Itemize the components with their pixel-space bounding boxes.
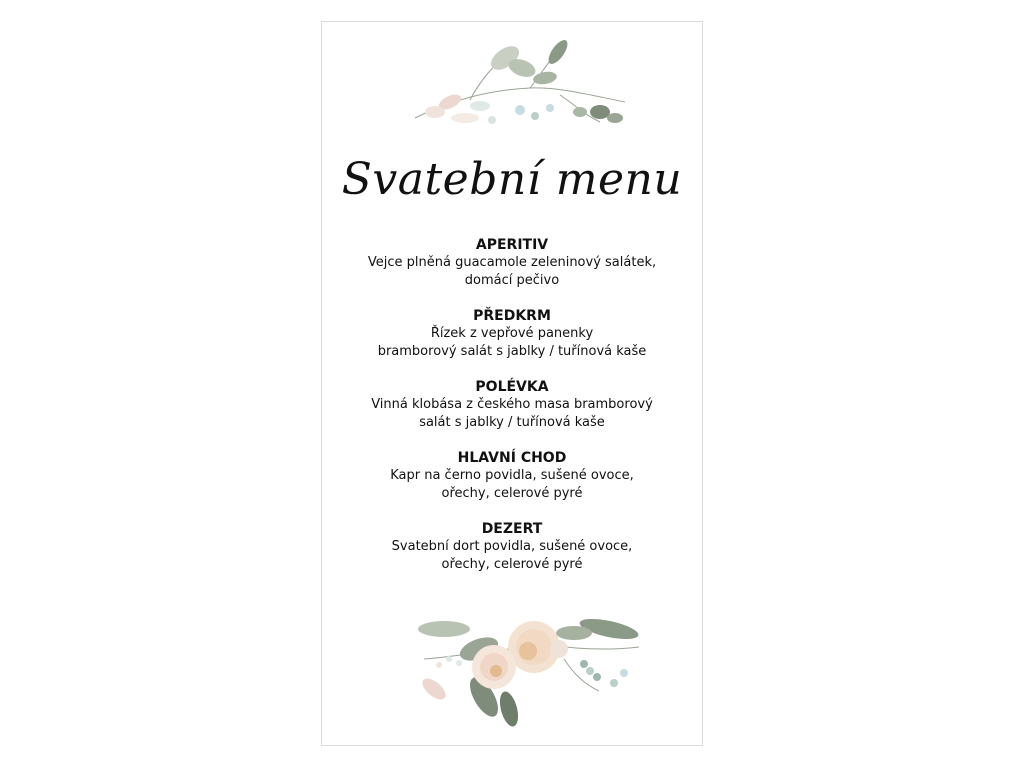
course-description: Kapr na černo povidla, sušené ovoce,	[390, 468, 634, 483]
course-name: HLAVNÍ CHOD	[457, 450, 567, 466]
menu-title: Svatební menu	[341, 154, 683, 205]
course-description: Vinná klobása z českého masa bramborový	[371, 397, 653, 412]
course-description: salát s jablky / tuřínová kaše	[419, 415, 605, 430]
course-description: Svatební dort povidla, sušené ovoce,	[391, 539, 633, 554]
course-name: PŘEDKRM	[473, 308, 551, 324]
course-name: DEZERT	[481, 521, 543, 537]
course-polevka	[322, 378, 702, 432]
course-hlavni-chod	[322, 449, 702, 503]
course-description: Řízek z vepřové panenky	[430, 326, 594, 341]
floral-bottom-decoration	[414, 619, 644, 729]
course-dezert	[322, 520, 702, 574]
course-name: APERITIV	[475, 237, 549, 253]
course-description: bramborový salát s jablky / tuřínová kaše	[377, 344, 647, 359]
floral-top-decoration	[410, 40, 640, 130]
course-predkrm	[322, 307, 702, 361]
course-name: POLÉVKA	[475, 379, 549, 395]
course-description: ořechy, celerové pyré	[441, 557, 583, 572]
menu-courses	[322, 236, 702, 591]
course-description: domácí pečivo	[464, 273, 560, 288]
course-description: ořechy, celerové pyré	[441, 486, 583, 501]
course-description: Vejce plněná guacamole zeleninový salátek,	[367, 255, 657, 270]
course-aperitiv	[322, 236, 702, 290]
menu-card	[321, 21, 703, 746]
